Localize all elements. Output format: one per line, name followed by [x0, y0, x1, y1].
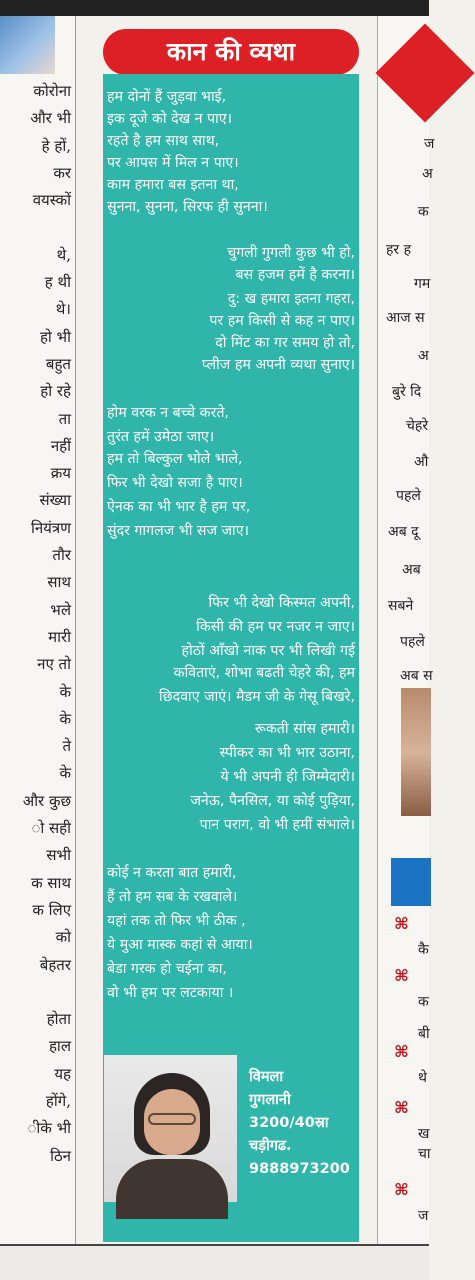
bullet-icon: ⌘ — [394, 1042, 409, 1061]
poem-line: पर हम किसी से कह न पाए। — [209, 313, 355, 329]
left-text-line: साथ — [47, 573, 71, 592]
left-text-line: कोरोना — [33, 82, 71, 100]
left-text-line: तौर — [52, 546, 71, 565]
left-article-column — [0, 16, 76, 1244]
left-text-line — [0, 214, 71, 241]
left-text-line: भले — [50, 600, 71, 619]
left-text-line: सभी — [46, 846, 71, 865]
poem-line: वो भी हम पर लटकाया । — [107, 985, 234, 1001]
author-shoulders — [116, 1159, 228, 1219]
author-name-line2: गुगलानी — [249, 1092, 291, 1108]
left-text-line: को — [55, 928, 71, 947]
poem-line: हम तो बिल्कुल भोले भाले, — [107, 451, 243, 467]
left-text-line: हो भी — [39, 327, 71, 346]
left-text-line: कर — [53, 163, 71, 182]
right-text-line: गम — [414, 276, 431, 292]
top-edge-bar — [0, 0, 429, 16]
poem-line: पान पराग, वो भी हमीं संभाले। — [199, 817, 355, 833]
poem-line: होठों आँखो नाक पर भी लिखी गई — [181, 643, 355, 659]
poem-line: पर आपस में मिल न पाए। — [107, 155, 239, 171]
left-article-text — [0, 78, 71, 1170]
left-text-line: बेहतर — [39, 955, 71, 974]
right-text-line: अब स — [400, 668, 433, 684]
left-text-line: ीके भी — [27, 1119, 71, 1138]
author-glasses — [148, 1113, 196, 1125]
poem-line: कोई न करता बात हमारी, — [107, 865, 237, 881]
author-address: 3200/40स्रा — [249, 1115, 329, 1131]
left-text-line: के — [59, 709, 71, 728]
poem-line: फिर भी देखो किस्मत अपनी, — [208, 595, 355, 611]
bullet-text: थे — [418, 1070, 427, 1086]
poem-line: काम हमारा बस इतना था, — [107, 177, 239, 193]
left-article-photo — [0, 16, 55, 74]
right-text-line: ज — [424, 136, 435, 152]
left-text-line: ह थी — [44, 273, 71, 292]
poem-line: बेडा गरक हो चईना का, — [107, 961, 227, 977]
right-text-line: पहले — [396, 488, 421, 504]
poem-line: चुगली गुगली कुछ भी हो, — [227, 245, 355, 261]
poem-line: दो मिंट का गर समय हो तो, — [215, 335, 355, 351]
right-text-line: औ — [414, 454, 429, 470]
right-text-line: अ — [422, 166, 433, 182]
bullet-icon: ⌘ — [394, 966, 409, 985]
left-text-line: नियंत्रण — [30, 518, 71, 537]
bullet-text: कै — [418, 942, 429, 958]
left-text-line: और भी — [30, 109, 71, 128]
right-text-line: अब दू — [388, 524, 419, 540]
poem-line: दु: ख हमारा इतना गहरा, — [227, 291, 355, 307]
poem-line: सुनना, सुनना, सिरफ ही सुनना। — [107, 199, 268, 215]
poem-line: तुरंत हमें उमेठा जाए। — [107, 429, 215, 445]
left-text-line: हे हों, — [41, 136, 71, 155]
left-text-line: ठिन — [50, 1146, 71, 1165]
poem-line: स्पीकर का भी भार उठाना, — [219, 745, 355, 761]
bullet-text: ज — [418, 1208, 429, 1224]
poem-line: सुंदर गागलज भी सज जाए। — [107, 523, 249, 539]
right-text-line: चेहरे — [406, 418, 429, 434]
left-text-line: वयस्कों — [32, 191, 71, 210]
right-text-line: पहले — [400, 634, 425, 650]
left-text-line: क साथ — [31, 873, 71, 892]
poem-line: किसी की हम पर नजर न जाए। — [196, 619, 355, 635]
left-text-line: हो रहे — [40, 382, 71, 401]
left-text-line: नए तो — [37, 655, 71, 674]
poem-line: हैं तो हम सब के रखवाले। — [107, 889, 238, 905]
left-text-line: के — [59, 764, 71, 783]
author-photo — [104, 1055, 237, 1202]
bottom-edge-bar — [0, 1244, 429, 1280]
poem-line: ये मुआ मास्क कहां से आया। — [107, 937, 253, 953]
bullet-text-continued: चा — [418, 1146, 431, 1162]
left-text-line: क्रय — [50, 464, 71, 483]
right-article-column — [377, 16, 435, 1244]
left-text-line: थे, — [56, 245, 71, 264]
author-info — [249, 1066, 355, 1181]
bullet-icon: ⌘ — [394, 914, 409, 933]
right-text-line: आज स — [386, 310, 425, 326]
poem-line: यहां तक तो फिर भी ठीक , — [107, 913, 246, 929]
left-text-line — [0, 979, 71, 1006]
poem-line: ये भी अपनी ही जिम्मेदारी। — [220, 769, 355, 785]
right-text-line: अ — [418, 348, 429, 364]
right-article-photo — [401, 688, 431, 816]
left-text-line: हाल — [48, 1037, 71, 1056]
right-text-line: क — [418, 204, 429, 220]
bullet-text-continued: बी — [418, 1026, 430, 1042]
right-text-line: बुरे दि — [392, 384, 422, 400]
bullet-icon: ⌘ — [394, 1180, 409, 1199]
poem-title: कान की व्यथा — [103, 29, 359, 75]
poem-line: बस हजम हमें है करना। — [235, 267, 355, 283]
left-text-line: क लिए — [32, 900, 71, 919]
left-text-line: ता — [58, 409, 71, 428]
bullet-text: क — [418, 994, 429, 1010]
right-text-line: सबने — [388, 598, 414, 614]
poem-line: छिदवाए जाएं। मैडम जी के गेसू बिखरे, — [159, 689, 355, 705]
author-city: चड़ीगढ. — [249, 1138, 292, 1154]
poem-line: ऐनक का भी भार है हम पर, — [107, 499, 251, 515]
right-red-diamond-graphic — [376, 24, 475, 123]
poem-line: रहते है हम साथ साथ, — [107, 133, 220, 149]
author-phone: 9888973200 — [249, 1161, 350, 1177]
poem-line: इक दूजे को देख न पाए। — [107, 111, 233, 127]
author-name-line1: विमला — [249, 1069, 284, 1085]
poem-line: जनेऊ, पैनसिल, या कोई पुड़िया, — [190, 793, 355, 809]
bullet-text: ख — [418, 1126, 430, 1142]
poem-line: कविताएं, शोभा बढती चेहरे की, हम — [173, 665, 355, 681]
right-text-line: हर ह — [386, 242, 412, 258]
left-text-line: नहीं — [50, 436, 71, 455]
left-text-line: थे। — [55, 300, 71, 319]
left-text-line: संख्या — [39, 491, 71, 510]
right-text-line: अब — [402, 562, 421, 578]
left-text-line: के — [59, 682, 71, 701]
bullet-icon: ⌘ — [394, 1098, 409, 1117]
left-text-line: ो सही — [31, 819, 71, 838]
left-text-line: होता — [46, 1010, 71, 1029]
poem-line: रूकती सांस हमारी। — [254, 721, 355, 737]
left-text-line: और कुछ — [22, 791, 71, 810]
poem-line: फिर भी देखो सजा है पाए। — [107, 475, 243, 491]
left-text-line: होंगे, — [45, 1091, 71, 1110]
poem-line: हम दोनों हैं जुड़वा भाई, — [107, 89, 227, 105]
left-text-line: मारी — [48, 627, 71, 646]
left-text-line: ते — [62, 737, 71, 756]
left-text-line: यह — [54, 1064, 71, 1083]
poem-line: होम वरक न बच्चे करते, — [107, 405, 229, 421]
left-text-line: बहुत — [45, 354, 71, 373]
poem-line: प्लीज हम अपनी व्यथा सुनाए। — [201, 357, 355, 373]
right-blue-box — [391, 858, 431, 906]
